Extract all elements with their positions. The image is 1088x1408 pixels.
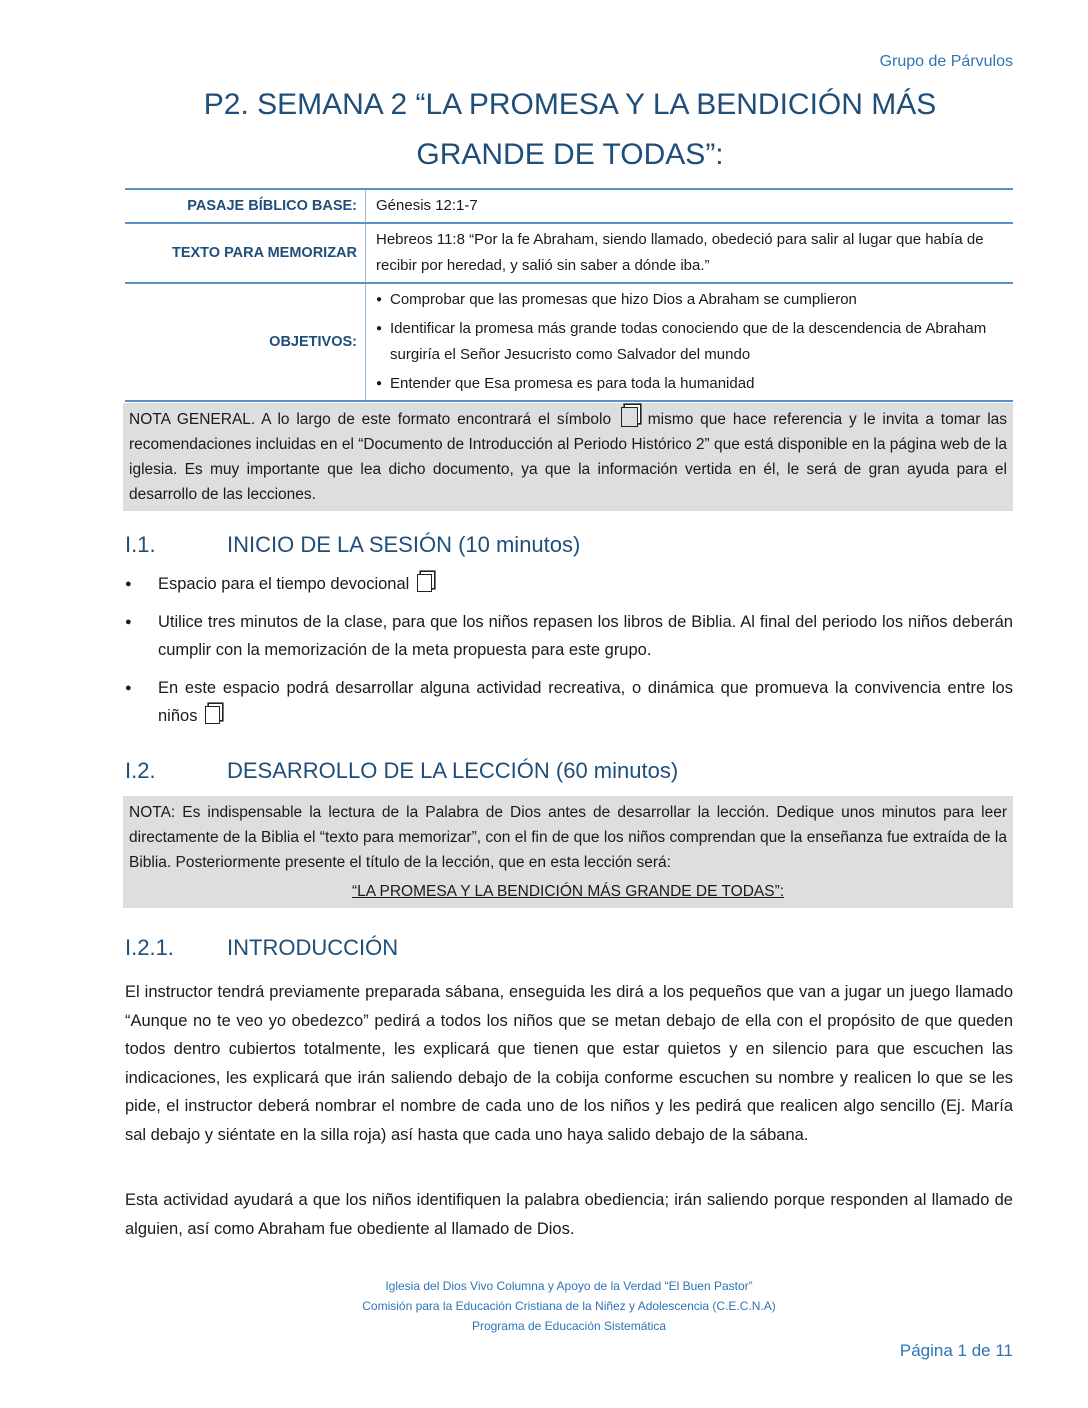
page-title — [125, 80, 1015, 180]
section-number: I.2. — [125, 758, 156, 783]
texto-label: TEXTO PARA MEMORIZAR — [125, 223, 366, 283]
objetivos-label: OBJETIVOS: — [125, 283, 366, 401]
introduccion-paragraph-2: Esta actividad ayudará a que los niños identifiquen la palabra obediencia; irán saliendo porque responden al llamado de alguien, así como Abraham fue obediente al llamado de Dios. — [125, 1191, 1013, 1238]
bullet-icon: ● — [125, 616, 132, 628]
nota-general-text-end: mismo que hace referencia y le invita a tomar las recomendaciones incluidas en el “Documento de Introducción al Periodo Histórico 2” que está disponible en la página web de la iglesia. Es muy importante que lea dicho documento, ya que la información vertida en él, le será de gran ayuda para el desarrollo de las lecciones. — [129, 411, 1008, 503]
bullet-icon: ● — [376, 294, 383, 305]
document-icon — [417, 574, 432, 592]
nota-general-text-start: NOTA GENERAL. A lo largo de este formato encontrará el símbolo — [129, 411, 612, 428]
page-number: Página 1 de 11 — [899, 1341, 1013, 1360]
document-icon — [205, 706, 220, 724]
objetivos-value — [366, 283, 1014, 401]
footer-line-church: Iglesia del Dios Vivo Columna y Apoyo de la Verdad “El Buen Pastor” — [385, 1279, 753, 1293]
section-number: I.1. — [125, 532, 156, 557]
inicio-bullet-list — [125, 570, 1013, 740]
list-item: ● En este espacio podrá desarrollar alguna actividad recreativa, o dinámica que promueva la convivencia entre los niños — [125, 674, 1013, 730]
document-icon — [621, 407, 638, 427]
row-objetivos — [125, 283, 1013, 401]
footer-line-commission: Comisión para la Educación Cristiana de la Niñez y Adolescencia (C.E.C.N.A) — [362, 1299, 776, 1313]
title-line-2: GRANDE DE TODAS”: — [416, 138, 724, 171]
section-title: DESARROLLO DE LA LECCIÓN (60 minutos) — [227, 758, 679, 783]
list-item: ● Entender que Esa promesa es para toda la humanidad — [376, 371, 1003, 397]
page-footer — [125, 1276, 1013, 1336]
list-item: ● Utilice tres minutos de la clase, para que los niños repasen los libros de Biblia. Al final del periodo los niños deberán cumplir con la memorización de la meta propuesta para este grupo. — [125, 608, 1013, 664]
introduccion-paragraph-1: El instructor tendrá previamente preparada sábana, enseguida les dirá a los pequeños que van a jugar un juego llamado “Aunque no te veo yo obedezco” pedirá a todos los niños que se metan debajo de ella con el propósito de que queden todos dentro cubiertos totalmente, les explicará que tienen que estar quietos y en silencio para que escuchen las indicaciones, les explicará que irán saliendo debajo de la cobija conforme escuchen su nombre y realicen lo que se les pide, el instructor deberá nombrar el nombre de cada uno de los niños y les pedirá que realicen algo sencillo (Ej. María sal debajo y siéntate en la silla roja) así hasta que cada uno haya salido debajo de la sábana. — [125, 983, 1013, 1144]
nota-desarrollo-text: NOTA: Es indispensable la lectura de la Palabra de Dios antes de desarrollar la lección. Dedique unos minutos para leer directamente de la Biblia el “texto para memorizar”, con el fin de que los niños comprendan que la enseñanza fue extraída de la Biblia. Posteriormente presente el título de la lección, que en esta lección será: — [129, 804, 1007, 871]
lesson-title-underlined: “LA PROMESA Y LA BENDICIÓN MÁS GRANDE DE TODAS”: — [351, 883, 785, 900]
header-group-label: Grupo de Párvulos — [879, 53, 1013, 70]
section-title: INICIO DE LA SESIÓN (10 minutos) — [227, 532, 581, 557]
section-heading-inicio — [125, 532, 580, 558]
objetivos-list — [376, 287, 1003, 397]
nota-general-box — [123, 403, 1013, 511]
section-heading-desarrollo — [125, 758, 678, 784]
pasaje-value: Génesis 12:1-7 — [366, 189, 1014, 223]
texto-value: Hebreos 11:8 “Por la fe Abraham, siendo llamado, obedeció para salir al lugar que había de recibir por heredad, y salió sin saber a dónde iba.” — [366, 223, 1014, 283]
list-item: ● Comprobar que las promesas que hizo Dios a Abraham se cumplieron — [376, 287, 1003, 313]
bullet-icon: ● — [376, 323, 383, 334]
bullet-icon: ● — [125, 682, 132, 694]
list-item: ● Identificar la promesa más grande todas conociendo que de la descendencia de Abraham surgiría el Señor Jesucristo como Salvador del mundo — [376, 316, 1003, 368]
footer-line-program: Programa de Educación Sistemática — [471, 1319, 667, 1333]
title-line-1: P2. SEMANA 2 “LA PROMESA Y LA BENDICIÓN MÁS — [203, 88, 937, 121]
section-title: INTRODUCCIÓN — [227, 935, 399, 960]
pasaje-label: PASAJE BÍBLICO BASE: — [125, 189, 366, 223]
bullet-icon: ● — [125, 578, 132, 590]
section-number: I.2.1. — [125, 935, 174, 960]
row-texto — [125, 223, 1013, 283]
lesson-info-table — [125, 188, 1013, 402]
row-pasaje — [125, 189, 1013, 223]
list-item: ● Espacio para el tiempo devocional — [125, 570, 1013, 598]
section-heading-introduccion — [125, 935, 398, 961]
nota-desarrollo-box — [123, 796, 1013, 908]
bullet-icon: ● — [376, 378, 383, 389]
